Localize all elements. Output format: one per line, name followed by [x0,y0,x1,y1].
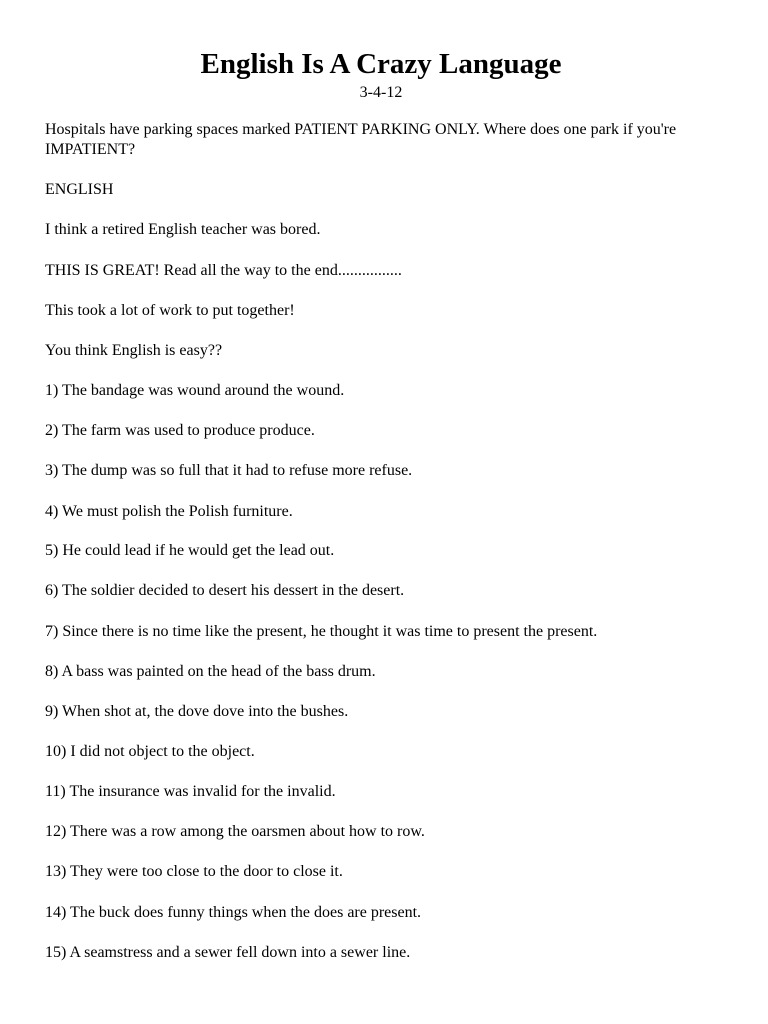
list-item-13: 13) They were too close to the door to close it. [45,863,343,880]
paragraph-this-is-great: THIS IS GREAT! Read all the way to the end................ [45,262,402,279]
list-item-1: 1) The bandage was wound around the wound. [45,382,345,399]
list-item-9: 9) When shot at, the dove dove into the bushes. [45,703,349,720]
list-item-4: 4) We must polish the Polish furniture. [45,503,293,520]
list-item-10: 10) I did not object to the object. [45,743,255,760]
list-item-2: 2) The farm was used to produce produce. [45,422,315,439]
list-item-7: 7) Since there is no time like the present, he thought it was time to present the present. [45,623,598,640]
list-item-5: 5) He could lead if he would get the lead out. [45,542,335,559]
heading-english: ENGLISH [45,181,114,198]
paragraph-retired-teacher: I think a retired English teacher was bored. [45,221,321,238]
paragraph-lot-of-work: This took a lot of work to put together! [45,302,295,319]
intro-paragraph: Hospitals have parking spaces marked PATIENT PARKING ONLY. Where does one park if you're IMPATIENT? [45,121,677,158]
list-item-6: 6) The soldier decided to desert his dessert in the desert. [45,582,405,599]
list-item-8: 8) A bass was painted on the head of the bass drum. [45,663,376,680]
list-item-14: 14) The buck does funny things when the does are present. [45,904,422,921]
list-item-15: 15) A seamstress and a sewer fell down into a sewer line. [45,944,411,961]
list-item-12: 12) There was a row among the oarsmen about how to row. [45,823,425,840]
list-item-3: 3) The dump was so full that it had to refuse more refuse. [45,462,413,479]
document-title: English Is A Crazy Language [200,48,562,80]
list-item-11: 11) The insurance was invalid for the invalid. [45,783,336,800]
document-date: 3-4-12 [359,84,403,101]
paragraph-english-easy: You think English is easy?? [45,342,223,359]
